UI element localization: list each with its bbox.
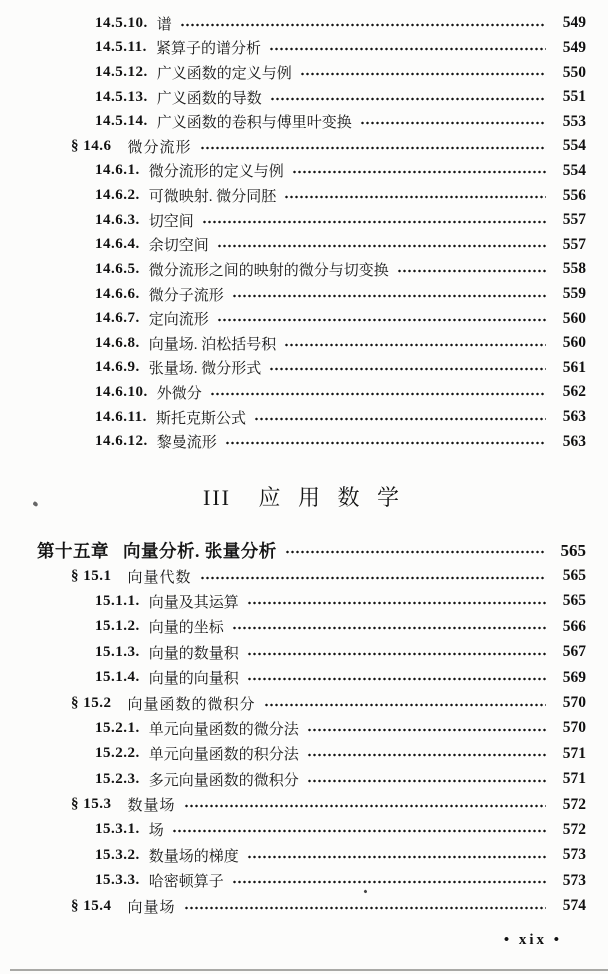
toc-entry <box>0 817 608 842</box>
toc-entry-number: 14.6.5. <box>95 260 140 277</box>
toc-entry-page-number: 559 <box>562 285 586 302</box>
toc-entry <box>0 716 608 741</box>
toc-entry-title: 哈密顿算子 <box>148 874 224 891</box>
toc-entry-page-number: 554 <box>562 137 586 155</box>
toc-entry-title: 黎曼流形 <box>156 435 217 452</box>
toc-entry-number: 14.5.11. <box>95 39 147 56</box>
dot-leader <box>217 243 546 249</box>
toc-entry-page-number: 551 <box>562 88 586 106</box>
toc-entry-title: 单元向量函数的微分法 <box>148 721 299 738</box>
toc-entry <box>0 306 608 331</box>
dot-leader <box>285 549 546 555</box>
toc-entry-title: 广义函数的定义与例 <box>156 66 292 83</box>
dot-leader <box>264 702 546 708</box>
toc-entry-number: 14.6.10. <box>95 383 148 400</box>
toc-entry-page-number: 570 <box>562 694 586 712</box>
dot-leader <box>202 219 546 225</box>
toc-entry-page-number: 561 <box>562 358 586 376</box>
toc-entry <box>0 665 608 690</box>
toc-entry-page-number: 571 <box>562 744 586 762</box>
toc-entry-title: 微分子流形 <box>148 287 224 304</box>
toc-entry-page-number: 560 <box>562 334 586 352</box>
toc-entry-title: 向量场 <box>127 899 176 916</box>
toc-entry-number: 14.6.1. <box>95 162 140 179</box>
toc-entry <box>0 741 608 766</box>
dot-leader <box>184 905 546 911</box>
dot-leader <box>184 803 546 809</box>
toc-entry-page-number: 550 <box>562 63 586 81</box>
dot-leader <box>232 293 546 299</box>
toc-entry-title: 微分流形的定义与例 <box>148 164 284 181</box>
toc-entry-page-number: 563 <box>562 408 586 426</box>
toc-entry-title: 外微分 <box>156 385 202 402</box>
toc-entry-page-number: 567 <box>562 643 586 661</box>
toc-entry-number: § 15.3 <box>71 796 112 813</box>
toc-entry-page-number: 556 <box>562 186 586 204</box>
toc-entry-title: 向量代数 <box>127 569 192 586</box>
dot-leader <box>397 268 546 274</box>
dot-leader <box>200 145 546 151</box>
toc-entry-number: 15.1.1. <box>95 592 140 609</box>
toc-entry-title: 向量场. 泊松括号积 <box>148 336 277 353</box>
toc-entry-number: 14.5.13. <box>95 88 148 105</box>
toc-entry-title: 向量分析. 张量分析 <box>123 541 277 562</box>
toc-entry <box>0 257 608 282</box>
toc-entry <box>0 85 608 110</box>
toc-entry <box>0 893 608 918</box>
dot-leader <box>307 727 546 733</box>
toc-entry <box>0 792 608 817</box>
dot-leader <box>269 46 546 52</box>
dot-leader <box>270 96 546 102</box>
toc-entry-title: 紧算子的谱分析 <box>155 41 261 58</box>
toc-block-chapter-14 <box>0 11 608 454</box>
toc-entry-page-number: 549 <box>562 14 586 32</box>
toc-entry-page-number: 558 <box>562 260 586 278</box>
toc-entry-title: 微分流形之间的映射的微分与切变换 <box>148 262 389 279</box>
toc-entry-title: 数量场的梯度 <box>148 848 239 865</box>
toc-entry-page-number: 573 <box>562 846 586 864</box>
toc-entry-title: 张量场. 微分形式 <box>148 361 262 378</box>
toc-entry-number: 第十五章 <box>37 541 109 562</box>
dot-leader <box>247 854 546 860</box>
toc-entry-number: 14.6.9. <box>95 359 140 376</box>
toc-entry-page-number: 557 <box>562 211 586 229</box>
toc-entry <box>0 183 608 208</box>
toc-entry-title: 多元向量函数的微积分 <box>148 772 299 789</box>
toc-entry-title: 向量的向量积 <box>148 671 239 688</box>
dot-leader <box>360 120 546 126</box>
dot-leader <box>217 317 546 323</box>
toc-entry <box>0 640 608 665</box>
toc-entry <box>0 134 608 159</box>
dot-leader <box>232 625 546 631</box>
toc-entry-number: § 15.4 <box>71 897 112 914</box>
toc-entry-title: 广义函数的卷积与傅里叶变换 <box>156 115 352 132</box>
toc-entry-title: 微分流形 <box>127 139 192 156</box>
dot-leader <box>210 391 546 397</box>
toc-entry-number: 14.5.14. <box>95 113 148 130</box>
toc-entry-number: 15.2.2. <box>95 745 140 762</box>
toc-entry-number: 14.6.12. <box>95 433 148 450</box>
toc-entry-page-number: 569 <box>562 668 586 686</box>
toc-entry <box>0 232 608 257</box>
part-title: 应 用 数 学 <box>258 485 405 510</box>
toc-entry-number: 15.1.2. <box>95 618 140 635</box>
toc-entry-title: 谱 <box>156 16 172 33</box>
toc-entry-title: 向量及其运算 <box>148 594 239 611</box>
toc-entry-number: 14.6.11. <box>95 408 147 425</box>
toc-entry-page-number: 573 <box>562 871 586 889</box>
dot-leader <box>225 440 546 446</box>
dot-leader <box>292 169 546 175</box>
toc-entry <box>0 282 608 307</box>
toc-entry-page-number: 553 <box>562 112 586 130</box>
scan-edge-line <box>10 969 608 971</box>
toc-entry-page-number: 572 <box>562 820 586 838</box>
toc-entry <box>0 11 608 36</box>
toc-entry-page-number: 565 <box>560 540 586 560</box>
toc-entry-title: 可微映射. 微分同胚 <box>148 189 277 206</box>
toc-entry <box>0 208 608 233</box>
toc-entry <box>0 60 608 85</box>
dot-leader <box>232 879 546 885</box>
toc-entry-number: 15.3.3. <box>95 872 140 889</box>
dot-leader <box>180 22 546 28</box>
toc-entry <box>0 36 608 61</box>
toc-entry <box>0 380 608 405</box>
toc-entry-number: 15.2.3. <box>95 770 140 787</box>
toc-entry-page-number: 570 <box>562 719 586 737</box>
toc-entry-page-number: 565 <box>562 567 586 585</box>
toc-entry <box>0 405 608 430</box>
toc-entry-title: 向量函数的微积分 <box>127 696 256 713</box>
toc-entry <box>0 563 608 588</box>
toc-entry-number: 15.2.1. <box>95 719 140 736</box>
toc-entry-page-number: 563 <box>562 432 586 450</box>
toc-entry <box>0 429 608 454</box>
toc-entry-title: 向量的数量积 <box>148 645 239 662</box>
toc-entry <box>0 538 608 563</box>
toc-entry-number: 14.5.12. <box>95 64 148 81</box>
dot-leader <box>200 575 546 581</box>
dot-leader <box>247 676 546 682</box>
toc-entry-number: 14.6.2. <box>95 187 140 204</box>
toc-entry <box>0 109 608 134</box>
toc-entry-title: 场 <box>148 823 164 840</box>
toc-entry <box>0 356 608 381</box>
toc-entry <box>0 843 608 868</box>
toc-entry <box>0 767 608 792</box>
dot-leader <box>284 342 546 348</box>
toc-entry-page-number: 566 <box>562 617 586 635</box>
page-footer: • xix • <box>503 932 562 948</box>
dot-leader <box>300 71 546 77</box>
dot-leader <box>172 828 546 834</box>
toc-entry <box>0 159 608 184</box>
toc-entry-page-number: 560 <box>562 309 586 327</box>
toc-entry-title: 切空间 <box>148 213 194 230</box>
dot-leader <box>254 416 546 422</box>
toc-entry-page-number: 565 <box>562 592 586 610</box>
toc-entry-title: 广义函数的导数 <box>156 90 262 107</box>
toc-entry <box>0 868 608 893</box>
toc-entry <box>0 690 608 715</box>
toc-entry-page-number: 549 <box>562 38 586 56</box>
toc-entry-number: 15.3.2. <box>95 846 140 863</box>
dot-leader <box>284 194 546 200</box>
dot-leader <box>247 651 546 657</box>
toc-entry-number: 14.6.3. <box>95 211 140 228</box>
toc-entry-title: 余切空间 <box>148 238 209 255</box>
toc-entry-page-number: 571 <box>562 770 586 788</box>
toc-entry-number: § 15.2 <box>71 694 112 711</box>
toc-entry-number: 15.1.3. <box>95 643 140 660</box>
toc-entry-number: 14.6.8. <box>95 334 140 351</box>
part-numeral: III <box>203 485 231 510</box>
toc-entry-number: 15.1.4. <box>95 669 140 686</box>
toc-entry <box>0 589 608 614</box>
toc-entry-title: 单元向量函数的积分法 <box>148 747 299 764</box>
toc-entry-page-number: 562 <box>562 383 586 401</box>
dot-leader <box>247 600 546 606</box>
dot-leader <box>307 752 546 758</box>
toc-entry-number: § 15.1 <box>71 567 112 584</box>
toc-entry <box>0 614 608 639</box>
toc-entry-number: § 14.6 <box>71 137 112 154</box>
toc-entry-page-number: 557 <box>562 235 586 253</box>
toc-entry-number: 15.3.1. <box>95 821 140 838</box>
dot-leader <box>307 778 546 784</box>
toc-entry-number: 14.6.7. <box>95 310 140 327</box>
toc-entry-page-number: 554 <box>562 161 586 179</box>
toc-entry-number: 14.6.6. <box>95 285 140 302</box>
toc-entry-number: 14.5.10. <box>95 14 148 31</box>
toc-entry-page-number: 572 <box>562 795 586 813</box>
toc-entry-number: 14.6.4. <box>95 236 140 253</box>
toc-entry-title: 定向流形 <box>148 312 209 329</box>
dot-leader <box>269 366 546 372</box>
toc-entry-page-number: 574 <box>562 897 586 915</box>
toc-entry <box>0 331 608 356</box>
part-header <box>0 483 608 513</box>
toc-entry-title: 数量场 <box>127 798 176 815</box>
toc-entry-title: 向量的坐标 <box>148 620 224 637</box>
toc-entry-title: 斯托克斯公式 <box>155 410 246 427</box>
toc-block-chapter-15 <box>0 538 608 919</box>
